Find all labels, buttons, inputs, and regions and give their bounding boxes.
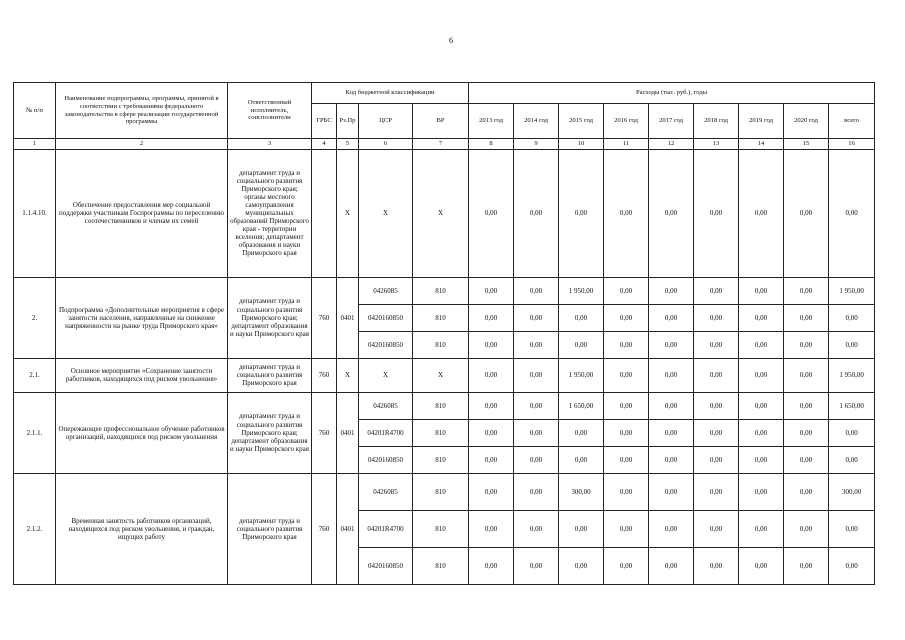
- col-number: 6: [359, 139, 413, 150]
- header-year: 2018 год: [694, 104, 739, 139]
- row-total-value: 1 950,00: [829, 358, 875, 392]
- row-year-value: 0,00: [649, 358, 694, 392]
- row-vr: 810: [413, 510, 469, 547]
- row-rzpr: 0401: [337, 473, 359, 584]
- row-year-value: 1 650,00: [559, 392, 604, 419]
- row-number: 2.1.: [14, 358, 56, 392]
- col-number: 8: [469, 139, 514, 150]
- row-year-value: 0,00: [784, 149, 829, 277]
- header-vr: ВР: [413, 104, 469, 139]
- row-year-value: 0,00: [694, 446, 739, 473]
- table-row: [14, 358, 875, 392]
- header-year: 2020 год: [784, 104, 829, 139]
- row-year-value: 0,00: [604, 547, 649, 584]
- row-number: 2.1.1.: [14, 392, 56, 473]
- row-name: Временная занятость работников организаций, находящихся под риском увольнения, и граждан, ищущих работу: [56, 473, 228, 584]
- header-budget-code: Код бюджетной классификации: [312, 83, 469, 104]
- row-year-value: 0,00: [514, 419, 559, 446]
- row-year-value: 0,00: [739, 392, 784, 419]
- row-year-value: 0,00: [559, 419, 604, 446]
- row-year-value: 0,00: [604, 304, 649, 331]
- row-year-value: 0,00: [514, 510, 559, 547]
- row-csr: 0426085: [359, 392, 413, 419]
- col-number: 14: [739, 139, 784, 150]
- header-year: 2017 год: [649, 104, 694, 139]
- row-total-value: 0,00: [829, 419, 875, 446]
- row-year-value: 0,00: [469, 304, 514, 331]
- header-year: 2013 год: [469, 104, 514, 139]
- col-number: 13: [694, 139, 739, 150]
- row-year-value: 0,00: [694, 392, 739, 419]
- col-number: 9: [514, 139, 559, 150]
- row-grbs: 760: [312, 392, 337, 473]
- page-number: 6: [449, 36, 453, 45]
- col-number: 10: [559, 139, 604, 150]
- row-year-value: 0,00: [739, 473, 784, 510]
- header-name: Наименование подпрограммы, программы, принятой в соответствии с требованиями федерального законодательства в сфере реализации государственной программы: [56, 83, 228, 139]
- row-year-value: 0,00: [694, 547, 739, 584]
- row-vr: 810: [413, 547, 469, 584]
- row-year-value: 0,00: [514, 473, 559, 510]
- row-year-value: 0,00: [469, 392, 514, 419]
- budget-table: [13, 82, 875, 585]
- row-year-value: 0,00: [469, 510, 514, 547]
- col-number: 11: [604, 139, 649, 150]
- row-year-value: 0,00: [694, 473, 739, 510]
- col-number: 15: [784, 139, 829, 150]
- row-number: 2.1.2.: [14, 473, 56, 584]
- row-year-value: 0,00: [694, 358, 739, 392]
- header-grbs: ГРБС: [312, 104, 337, 139]
- row-year-value: 0,00: [604, 419, 649, 446]
- row-grbs: 760: [312, 277, 337, 358]
- row-year-value: 0,00: [604, 331, 649, 358]
- row-year-value: 0,00: [604, 473, 649, 510]
- row-total-value: 300,00: [829, 473, 875, 510]
- col-number: 5: [337, 139, 359, 150]
- row-vr: X: [413, 358, 469, 392]
- row-year-value: 0,00: [694, 510, 739, 547]
- row-year-value: 0,00: [649, 510, 694, 547]
- row-year-value: 0,00: [649, 392, 694, 419]
- row-year-value: 0,00: [514, 446, 559, 473]
- row-year-value: 0,00: [469, 358, 514, 392]
- row-year-value: 0,00: [784, 446, 829, 473]
- row-year-value: 0,00: [604, 277, 649, 304]
- row-grbs: [312, 149, 337, 277]
- row-csr: 0420160850: [359, 304, 413, 331]
- row-executor: департамент труда и социального развития Приморского края; департамент образования и науки Приморского края: [228, 392, 312, 473]
- row-year-value: 0,00: [739, 547, 784, 584]
- row-total-value: 1 950,00: [829, 277, 875, 304]
- row-vr: 810: [413, 419, 469, 446]
- table-row: [14, 277, 875, 304]
- row-year-value: 0,00: [514, 149, 559, 277]
- header-csr: ЦСР: [359, 104, 413, 139]
- row-year-value: 1 950,00: [559, 358, 604, 392]
- row-year-value: 0,00: [469, 419, 514, 446]
- row-year-value: 0,00: [739, 358, 784, 392]
- row-rzpr: X: [337, 358, 359, 392]
- row-year-value: 0,00: [784, 392, 829, 419]
- row-executor: департамент труда и социального развития Приморского края: [228, 358, 312, 392]
- row-year-value: 0,00: [784, 331, 829, 358]
- row-executor: департамент труда и социального развития Приморского края: [228, 473, 312, 584]
- row-year-value: 0,00: [649, 419, 694, 446]
- row-csr: 04201R4700: [359, 510, 413, 547]
- row-year-value: 0,00: [739, 149, 784, 277]
- row-number: 1.1.4.10.: [14, 149, 56, 277]
- row-year-value: 0,00: [604, 358, 649, 392]
- row-year-value: 0,00: [604, 392, 649, 419]
- row-total-value: 0,00: [829, 547, 875, 584]
- row-year-value: 0,00: [559, 331, 604, 358]
- row-total-value: 1 650,00: [829, 392, 875, 419]
- row-year-value: 1 950,00: [559, 277, 604, 304]
- row-year-value: 0,00: [469, 277, 514, 304]
- row-year-value: 0,00: [784, 473, 829, 510]
- header-executor: Ответственный исполнитель, соисполнители: [228, 83, 312, 139]
- row-csr: 0426085: [359, 277, 413, 304]
- row-grbs: 760: [312, 473, 337, 584]
- row-year-value: 0,00: [469, 149, 514, 277]
- row-year-value: 0,00: [604, 149, 649, 277]
- header-rzpr: Рз.Пр: [337, 104, 359, 139]
- row-rzpr: X: [337, 149, 359, 277]
- row-name: Опережающее профессиональное обучение работников организаций, находящихся под риском увольнения: [56, 392, 228, 473]
- row-vr: 810: [413, 473, 469, 510]
- row-year-value: 0,00: [739, 304, 784, 331]
- row-year-value: 0,00: [514, 331, 559, 358]
- row-name: Обеспечение предоставления мер социальной поддержки участникам Госпрограммы по переселению соотечественников и членам их семей: [56, 149, 228, 277]
- header-year: 2016 год: [604, 104, 649, 139]
- row-year-value: 0,00: [739, 277, 784, 304]
- row-year-value: 0,00: [649, 304, 694, 331]
- col-number: 1: [14, 139, 56, 150]
- table-row: [14, 473, 875, 510]
- row-year-value: 0,00: [649, 277, 694, 304]
- row-name: Подпрограмма «Дополнительные мероприятия в сфере занятости населения, направленные на снижение напряженности на рынке труда Приморского края»: [56, 277, 228, 358]
- row-year-value: 0,00: [469, 473, 514, 510]
- header-expenses: Расходы (тыс. руб.), годы: [469, 83, 875, 104]
- row-year-value: 0,00: [649, 446, 694, 473]
- row-year-value: 0,00: [559, 510, 604, 547]
- row-csr: 04201R4700: [359, 419, 413, 446]
- row-total-value: 0,00: [829, 149, 875, 277]
- col-number: 7: [413, 139, 469, 150]
- row-csr: 0420160850: [359, 446, 413, 473]
- row-rzpr: 0401: [337, 277, 359, 358]
- row-year-value: 0,00: [784, 304, 829, 331]
- header-total: всего: [829, 104, 875, 139]
- row-year-value: 0,00: [694, 419, 739, 446]
- row-csr: 0426085: [359, 473, 413, 510]
- row-year-value: 0,00: [559, 446, 604, 473]
- row-year-value: 0,00: [604, 510, 649, 547]
- row-vr: 810: [413, 304, 469, 331]
- row-year-value: 0,00: [694, 149, 739, 277]
- header-year: 2019 год: [739, 104, 784, 139]
- row-vr: 810: [413, 331, 469, 358]
- row-year-value: 0,00: [649, 547, 694, 584]
- row-name: Основное мероприятие «Сохранение занятости работников, находящихся под риском увольнения»: [56, 358, 228, 392]
- row-year-value: 0,00: [784, 419, 829, 446]
- row-csr: X: [359, 149, 413, 277]
- row-year-value: 0,00: [559, 149, 604, 277]
- header-year: 2014 год: [514, 104, 559, 139]
- row-year-value: 0,00: [559, 304, 604, 331]
- table-row: [14, 392, 875, 419]
- row-year-value: 0,00: [469, 446, 514, 473]
- row-year-value: 0,00: [784, 277, 829, 304]
- row-year-value: 0,00: [514, 547, 559, 584]
- row-vr: X: [413, 149, 469, 277]
- row-vr: 810: [413, 446, 469, 473]
- row-year-value: 0,00: [559, 547, 604, 584]
- row-year-value: 0,00: [514, 304, 559, 331]
- row-csr: 0420160850: [359, 547, 413, 584]
- row-year-value: 0,00: [739, 446, 784, 473]
- header-year: 2015 год: [559, 104, 604, 139]
- row-total-value: 0,00: [829, 446, 875, 473]
- row-number: 2.: [14, 277, 56, 358]
- row-year-value: 0,00: [514, 392, 559, 419]
- row-csr: X: [359, 358, 413, 392]
- row-year-value: 0,00: [604, 446, 649, 473]
- row-year-value: 0,00: [514, 277, 559, 304]
- row-year-value: 0,00: [469, 547, 514, 584]
- row-year-value: 0,00: [649, 473, 694, 510]
- row-grbs: 760: [312, 358, 337, 392]
- col-number: 2: [56, 139, 228, 150]
- table-row: [14, 149, 875, 277]
- row-year-value: 0,00: [739, 419, 784, 446]
- row-total-value: 0,00: [829, 304, 875, 331]
- row-year-value: 0,00: [694, 277, 739, 304]
- col-number: 16: [829, 139, 875, 150]
- row-vr: 810: [413, 392, 469, 419]
- row-csr: 0420160850: [359, 331, 413, 358]
- row-executor: департамент труда и социального развития Приморского края; департамент образования и науки Приморского края: [228, 277, 312, 358]
- row-total-value: 0,00: [829, 510, 875, 547]
- row-year-value: 0,00: [784, 358, 829, 392]
- row-year-value: 0,00: [739, 331, 784, 358]
- row-executor: департамент труда и социального развития Приморского края; органы местного самоуправления муниципальных образований Приморского края - территории вселения; департамент образования и науки Приморского края: [228, 149, 312, 277]
- row-year-value: 0,00: [694, 304, 739, 331]
- row-year-value: 0,00: [694, 331, 739, 358]
- row-year-value: 0,00: [784, 547, 829, 584]
- row-year-value: 0,00: [739, 510, 784, 547]
- row-year-value: 0,00: [514, 358, 559, 392]
- row-year-value: 0,00: [784, 510, 829, 547]
- row-total-value: 0,00: [829, 331, 875, 358]
- row-year-value: 0,00: [649, 331, 694, 358]
- row-year-value: 0,00: [649, 149, 694, 277]
- row-rzpr: 0401: [337, 392, 359, 473]
- col-number: 12: [649, 139, 694, 150]
- row-vr: 810: [413, 277, 469, 304]
- header-num: № п/п: [14, 83, 56, 139]
- row-year-value: 300,00: [559, 473, 604, 510]
- col-number: 4: [312, 139, 337, 150]
- col-number: 3: [228, 139, 312, 150]
- row-year-value: 0,00: [469, 331, 514, 358]
